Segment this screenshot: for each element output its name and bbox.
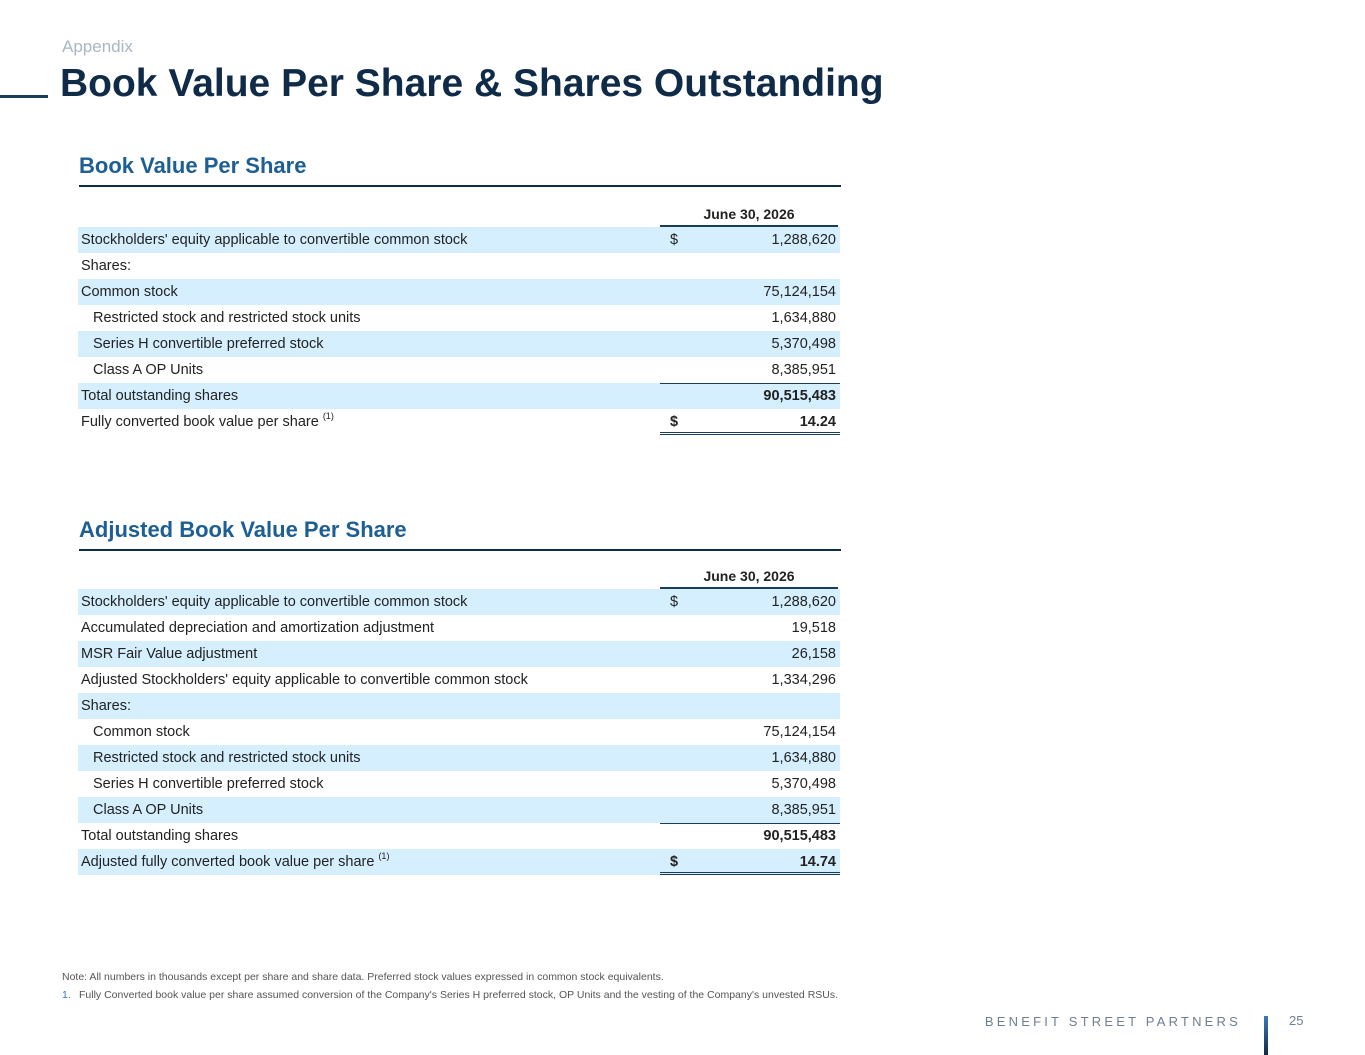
table-row-bvps — [78, 409, 840, 435]
row-label: Stockholders' equity applicable to convertible common stock — [81, 594, 468, 610]
row-value: 75,124,154 — [763, 284, 836, 300]
table-row — [78, 357, 840, 383]
row-label-text: Adjusted fully converted book value per share — [81, 854, 375, 870]
footnote-ref: (1) — [322, 411, 334, 421]
table-row — [78, 693, 840, 719]
page-number: 25 — [1289, 1013, 1304, 1028]
row-label: Total outstanding shares — [81, 828, 239, 844]
table-row-total — [78, 823, 840, 849]
adj-table — [78, 565, 840, 875]
row-value: 19,518 — [791, 620, 836, 636]
row-label — [81, 409, 334, 435]
row-value: 26,158 — [791, 646, 836, 662]
table-row — [78, 227, 840, 253]
table-row — [78, 797, 840, 823]
row-value: 5,370,498 — [771, 336, 836, 352]
footer-accent-bar — [1264, 1016, 1268, 1055]
row-label: MSR Fair Value adjustment — [81, 646, 258, 662]
row-label — [81, 849, 389, 875]
row-label: Common stock — [93, 724, 190, 740]
row-value: 90,515,483 — [763, 828, 836, 844]
row-value: 1,288,620 — [771, 232, 836, 248]
note-text: Note: All numbers in thousands except per share and share data. Preferred stock values expressed in common stock equivalents. — [62, 971, 664, 983]
adj-section-title: Adjusted Book Value Per Share — [79, 517, 407, 542]
notes — [62, 971, 838, 1007]
row-value: 1,634,880 — [771, 310, 836, 326]
title-accent-rule — [0, 95, 48, 98]
row-label: Restricted stock and restricted stock units — [93, 750, 361, 766]
row-value: 1,634,880 — [771, 750, 836, 766]
row-label: Class A OP Units — [93, 802, 204, 818]
currency-symbol: $ — [670, 854, 679, 870]
table-row — [78, 745, 840, 771]
table-row — [78, 253, 840, 279]
adj-column-header: June 30, 2026 — [660, 565, 838, 589]
row-label: Adjusted Stockholders' equity applicable to convertible common stock — [81, 672, 528, 688]
row-label: Stockholders' equity applicable to convertible common stock — [81, 232, 468, 248]
row-label: Series H convertible preferred stock — [93, 336, 324, 352]
row-value: 8,385,951 — [771, 802, 836, 818]
currency-symbol: $ — [670, 414, 679, 430]
currency-symbol: $ — [670, 594, 679, 610]
table-row — [78, 719, 840, 745]
row-value: 1,334,296 — [771, 672, 836, 688]
row-value: 5,370,498 — [771, 776, 836, 792]
page-title: Book Value Per Share & Shares Outstanding — [60, 62, 884, 105]
row-value: 1,288,620 — [771, 594, 836, 610]
table-row-total — [78, 383, 840, 409]
brand-wordmark: BENEFIT STREET PARTNERS — [984, 1014, 1241, 1029]
row-label: Total outstanding shares — [81, 388, 239, 404]
table-row — [78, 615, 840, 641]
row-value: 14.24 — [799, 414, 836, 430]
table-row — [78, 305, 840, 331]
bvps-table — [78, 203, 840, 435]
footnote-ref: (1) — [378, 851, 390, 861]
row-value: 90,515,483 — [763, 388, 836, 404]
currency-symbol: $ — [670, 232, 679, 248]
row-label: Common stock — [81, 284, 178, 300]
footnote-number: 1. — [62, 989, 71, 1001]
table-row — [78, 589, 840, 615]
footnote — [62, 989, 838, 1001]
row-label: Shares: — [81, 698, 131, 714]
row-label: Restricted stock and restricted stock units — [93, 310, 361, 326]
table-row — [78, 667, 840, 693]
row-value: 8,385,951 — [771, 362, 836, 378]
row-label: Series H convertible preferred stock — [93, 776, 324, 792]
bvps-section-title: Book Value Per Share — [79, 153, 307, 178]
row-value: 75,124,154 — [763, 724, 836, 740]
table-row-adj-bvps — [78, 849, 840, 875]
table-row — [78, 771, 840, 797]
row-label: Shares: — [81, 258, 131, 274]
row-label: Class A OP Units — [93, 362, 204, 378]
bvps-column-header: June 30, 2026 — [660, 203, 838, 227]
appendix-label: Appendix — [62, 37, 133, 56]
bvps-section-rule — [79, 185, 841, 187]
table-row — [78, 641, 840, 667]
adj-section-rule — [79, 549, 841, 551]
footnote-text: Fully Converted book value per share assumed conversion of the Company's Series H preferred stock, OP Units and the vesting of the Company's unvested RSUs. — [79, 989, 839, 1001]
row-label-text: Fully converted book value per share — [81, 414, 319, 430]
row-value: 14.74 — [799, 854, 836, 870]
table-row — [78, 331, 840, 357]
row-label: Accumulated depreciation and amortization adjustment — [81, 620, 435, 636]
table-row — [78, 279, 840, 305]
